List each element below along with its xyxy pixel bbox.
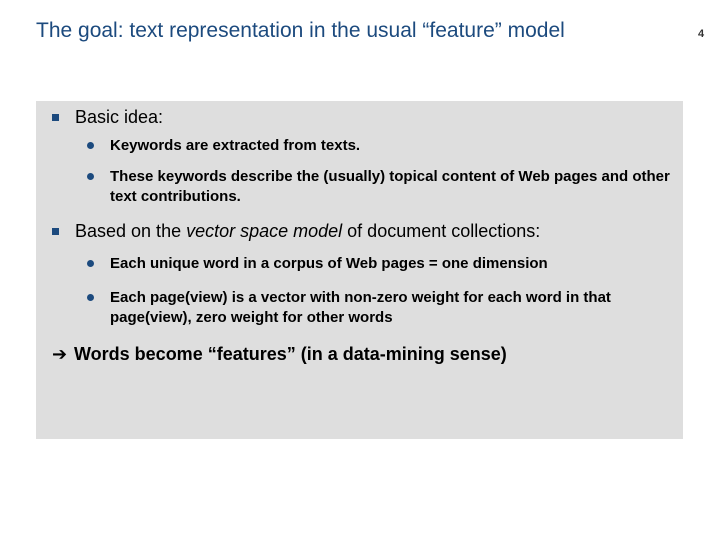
square-bullet-icon <box>52 114 59 121</box>
sub-bullet <box>87 288 677 328</box>
sub-bullet-text: Keywords are extracted from texts. <box>110 137 361 154</box>
bullet-label-start: Based on the <box>75 221 187 241</box>
arrow-right-icon: ➔ <box>52 344 68 364</box>
round-bullet-icon <box>87 260 94 267</box>
sub-bullet-text: These keywords describe the (usually) topical content of Web pages and other text contributions. <box>110 168 670 205</box>
square-bullet-icon <box>52 228 59 235</box>
round-bullet-icon <box>87 173 94 180</box>
content-box <box>36 101 683 439</box>
sub-bullet <box>87 167 677 207</box>
conclusion <box>52 343 507 365</box>
bullet-label-emphasis: vector space model <box>186 221 343 241</box>
sub-bullet <box>87 254 677 274</box>
round-bullet-icon <box>87 142 94 149</box>
sub-bullet-text: Each unique word in a corpus of Web pages = one dimension <box>110 255 548 272</box>
bullet-label-end: of document collections: <box>342 221 541 241</box>
bullet-label: Basic idea: <box>75 107 164 127</box>
sub-bullet-text: Each page(view) is a vector with non-zero weight for each word in that page(view), zero weight for other words <box>110 289 611 326</box>
page-number: 4 <box>698 28 705 40</box>
round-bullet-icon <box>87 294 94 301</box>
slide-title: The goal: text representation in the usual “feature” model <box>36 19 565 42</box>
sub-bullet <box>87 136 677 156</box>
bullet-label <box>75 220 540 242</box>
conclusion-text: Words become “features” (in a data-mining sense) <box>74 344 507 364</box>
